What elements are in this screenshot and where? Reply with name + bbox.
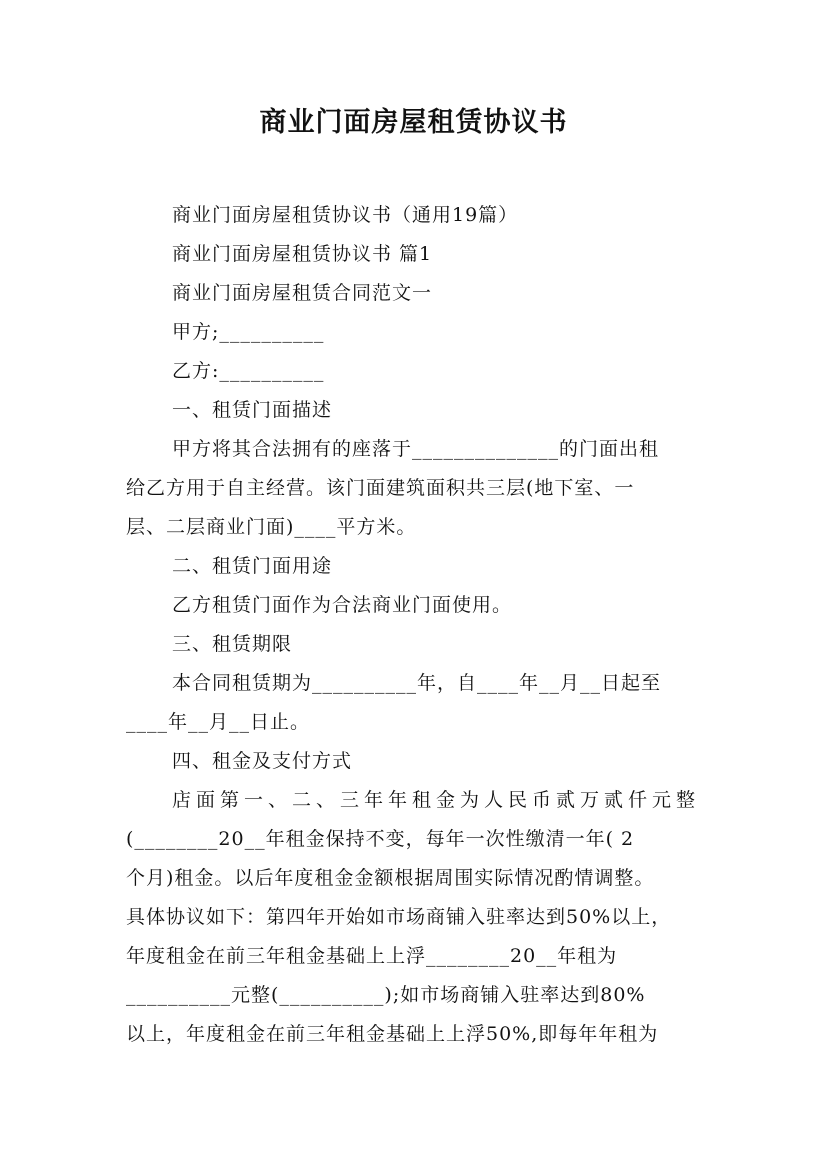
party-b-line: 乙方:__________ [172,360,325,382]
subtitle-line: 商业门面房屋租赁协议书（通用19篇） [172,204,519,226]
clause-heading: 一、租赁门面描述 [172,399,333,421]
clause-heading: 四、租金及支付方式 [172,750,353,772]
party-a-line: 甲方;__________ [172,321,325,343]
paragraph-line: 乙方租赁门面作为合法商业门面使用。 [172,594,513,616]
paragraph-line: 以上，年度租金在前三年租金基础上上浮50%,即每年年租为 [126,1023,659,1045]
paragraph-line: (________20__年租金保持不变，每年一次性缴清一年( 2 [126,828,635,850]
paragraph-line: 本合同租赁期为__________年，自____年__月__日起至 [172,672,662,694]
paragraph-line: 店面第一、二、三年年租金为人民币贰万贰仟元整 [172,789,701,811]
clause-heading: 三、租赁期限 [172,633,293,655]
paragraph-line: 个月)租金。以后年度租金金额根据周围实际情况酌情调整。 [126,867,655,889]
paragraph-line: 甲方将其合法拥有的座落于______________的门面出租 [172,438,660,460]
clause-heading: 二、租赁门面用途 [172,555,333,577]
paragraph-line: 给乙方用于自主经营。该门面建筑面积共三层(地下室、一 [126,477,635,499]
paragraph-line: 商业门面房屋租赁合同范文一 [172,282,433,304]
section-heading: 商业门面房屋租赁协议书 篇1 [172,243,433,265]
paragraph-line: ____年__月__日止。 [126,711,311,733]
paragraph-line: __________元整(__________);如市场商铺入驻率达到80% [126,984,646,1006]
document-title: 商业门面房屋租赁协议书 [259,107,568,138]
paragraph-line: 层、二层商业门面)____平方米。 [126,516,417,538]
paragraph-line: 年度租金在前三年租金基础上上浮________20__年租为 [126,945,618,967]
paragraph-line: 具体协议如下：第四年开始如市场商铺入驻率达到50%以上， [126,906,672,928]
